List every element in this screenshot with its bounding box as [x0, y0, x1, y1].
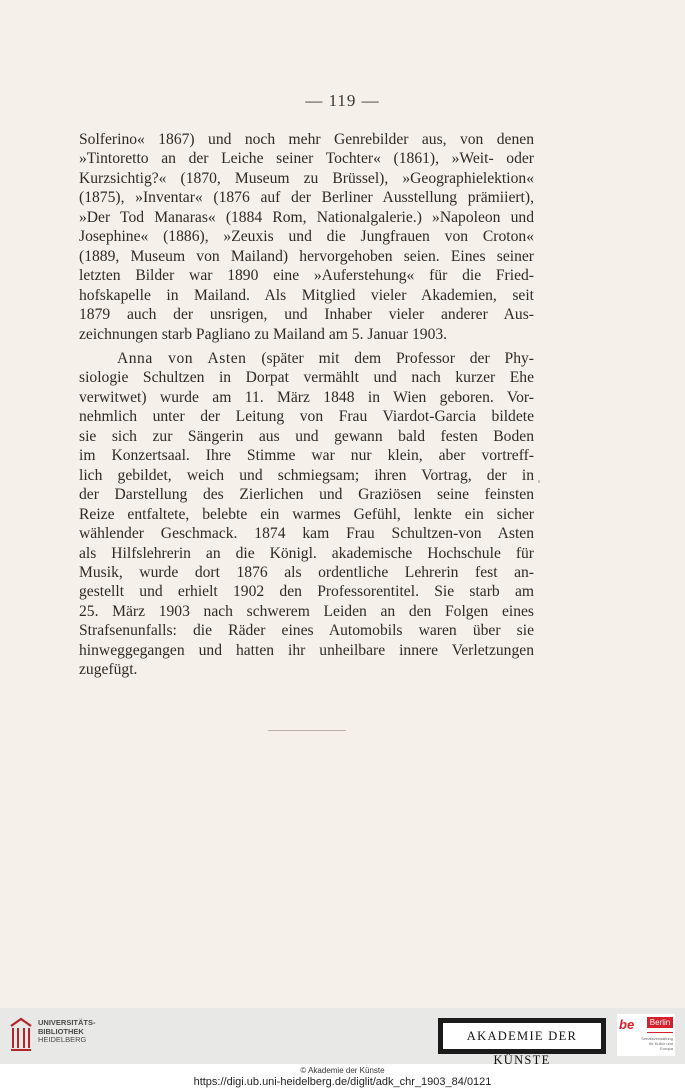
text-line: Reize entfaltete, belebte ein warmes Gefühl, lenkte ein sicher — [79, 505, 534, 523]
text-line: Strafsenunfalls: die Räder eines Automobils waren über sie — [79, 622, 534, 640]
adk-inner-frame — [443, 1023, 601, 1067]
ub-line: BIBLIOTHEK — [38, 1026, 84, 1036]
copyright-notice: © Akademie der Künste — [300, 1066, 385, 1075]
text-line: nehmlich unter der Leitung von Frau Viardot-Garcia bildete — [79, 408, 534, 426]
text-line: hinweggegangen und hatten ihr unheilbare innere Verletzungen — [79, 641, 534, 659]
text-line: wählender Geschmack. 1874 kam Frau Schultzen-von Asten — [79, 525, 534, 543]
first-line-rest: (später mit dem Professor der Phy- — [261, 350, 534, 367]
text-line: Solferino« 1867) und noch mehr Genrebilder aus, von denen — [79, 131, 534, 148]
ub-line: HEIDELBERG — [38, 1035, 87, 1044]
text-line: (1875), »Inventar« (1876 auf der Berliner Ausstellung prämiiert), — [79, 189, 534, 207]
senate-text — [639, 1036, 673, 1051]
text-line: »Tintoretto an der Leiche seiner Tochter« (1861), »Weit- oder — [79, 150, 534, 168]
text-line: »Der Tod Manaras« (1884 Rom, Nationalgalerie.) »Napoleon und — [79, 208, 534, 226]
be-text: be — [619, 1017, 635, 1032]
text-line: zeichnungen starb Pagliano zu Mailand am 5. Januar 1903. — [79, 325, 448, 343]
margin-mark — [538, 480, 540, 483]
text-line: (1889, Museum von Mailand) hervorgehoben seien. Eines seiner — [79, 247, 534, 265]
text-line: 1879 auch der unsrigen, und Inhaber vieler anderer Aus- — [79, 306, 534, 324]
paragraph-pagliano — [79, 130, 534, 344]
text-line: zugefügt. — [79, 661, 138, 679]
text-line: hofskapelle in Mailand. Als Mitglied vieler Akademien, seit — [79, 286, 534, 304]
text-line: als Hilfslehrerin an die Königl. akademische Hochschule für — [79, 544, 534, 562]
senate-line: Senatsverwaltung — [641, 1036, 673, 1041]
text-line: sie sich zur Sängerin aus und gewann bald festen Boden — [79, 427, 534, 445]
permalink-url[interactable]: https://digi.ub.uni-heidelberg.de/diglit/adk_chr_1903_84/0121 — [193, 1076, 492, 1088]
ub-heidelberg-wordmark — [38, 1019, 96, 1045]
text-line: im Konzertsaal. Ihre Stimme war nur klein, aber vortreff- — [79, 447, 534, 465]
be-berlin-logo[interactable] — [617, 1014, 675, 1056]
end-rule — [268, 730, 346, 731]
text-line: siologie Schultzen in Dorpat vermählt und nach kurzer Ehe — [79, 369, 534, 387]
adk-label: AKADEMIE DER KÜNSTE — [466, 1029, 578, 1067]
text-line: lich gebildet, weich und schmiegsam; ihren Vortrag, der in — [79, 466, 534, 484]
footer-bar — [0, 1008, 685, 1067]
text-line: 25. März 1903 nach schwerem Leiden an den Folgen eines — [79, 602, 534, 620]
text-line: letzten Bilder war 1890 eine »Auferstehung« für die Fried- — [79, 267, 534, 285]
text-line: Josephine« (1886), »Zeuxis und die Jungfrauen von Croton« — [79, 228, 534, 246]
page-number: — 119 — — [305, 91, 380, 110]
text-line: Kurzsichtig?« (1870, Museum zu Brüssel), »Geographielektion« — [79, 169, 534, 187]
paragraph-anna-von-asten — [79, 349, 534, 680]
text-line: der Darstellung des Zierlichen und Graziösen seine feinsten — [79, 486, 534, 504]
text-line: Musik, wurde dort 1876 als ordentliche Lehrerin fest an- — [79, 563, 534, 581]
ub-line: UNIVERSITÄTS- — [38, 1018, 96, 1027]
ub-heidelberg-logo-icon[interactable] — [8, 1016, 34, 1052]
text-line: verwitwet) wurde am 11. März 1848 in Wien geboren. Vor- — [79, 388, 534, 406]
person-name: Anna von Asten — [117, 350, 247, 367]
akademie-der-kuenste-logo[interactable] — [438, 1018, 606, 1067]
senate-line: für Kultur und Europa — [648, 1041, 673, 1051]
text-line-first — [79, 349, 534, 368]
berlin-text: Berlin — [647, 1017, 673, 1028]
text-line: gestellt und erhielt 1902 den Professorentitel. Sie starb am — [79, 583, 534, 601]
berlin-divider — [647, 1032, 673, 1033]
